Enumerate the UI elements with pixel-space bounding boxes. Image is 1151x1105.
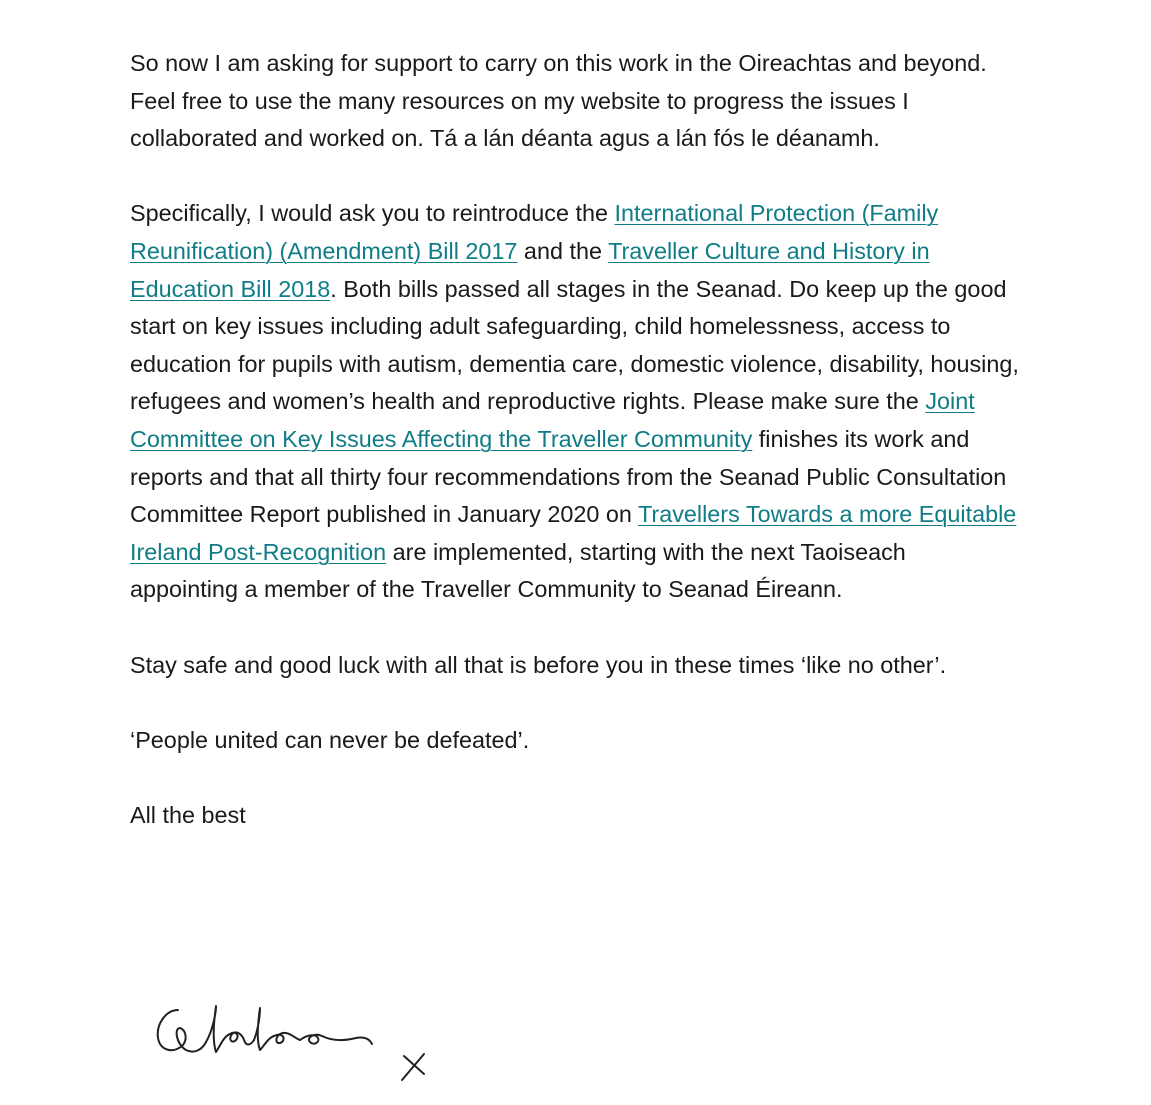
sign-off: All the best: [130, 801, 246, 828]
link-traveller-culture-bill[interactable]: Traveller Culture and History in Education Bill 2018: [130, 237, 930, 302]
handwritten-signature: [150, 990, 450, 1090]
paragraph-text: are implemented, starting with the next Taoiseach appointing a member of the Traveller Community to Seanad Éireann.: [130, 538, 906, 603]
paragraph-stay-safe: Stay safe and good luck with all that is before you in these times ‘like no other’.: [130, 651, 947, 678]
letter-body: [130, 45, 1020, 872]
link-travellers-report[interactable]: Travellers Towards a more Equitable Ireland Post-Recognition: [130, 501, 1017, 565]
signature-icon: [150, 990, 450, 1090]
paragraph-quote: ‘People united can never be defeated’.: [130, 726, 530, 753]
link-family-reunification-bill[interactable]: International Protection (Family Reunification) (Amendment) Bill 2017: [130, 200, 939, 264]
paragraph-text: Specifically, I would ask you to reintroduce the: [130, 200, 615, 227]
paragraph-text: and the: [517, 237, 609, 264]
paragraph-specific-requests: [130, 195, 1020, 609]
paragraph-text: . Both bills passed all stages in the Seanad. Do keep up the good start on key issues including adult safeguarding, child homelessness, access to education for pupils with autism, dementia care, domestic violence, disability, housing, refugees and women’s health and reproductive rights. Please make sure the: [130, 275, 1019, 415]
paragraph-text: finishes its work and reports and that all thirty four recommendations from the Seanad Public Consultation Committee Report published in January 2020 on: [130, 425, 1007, 528]
paragraph-support-request: So now I am asking for support to carry on this work in the Oireachtas and beyond. Feel free to use the many resources on my website to progress the issues I collaborated and worked on. Tá a lán déanta agus a lán fós le déanamh.: [130, 50, 994, 152]
link-joint-committee-traveller[interactable]: Joint Committee on Key Issues Affecting the Traveller Community: [130, 388, 975, 452]
